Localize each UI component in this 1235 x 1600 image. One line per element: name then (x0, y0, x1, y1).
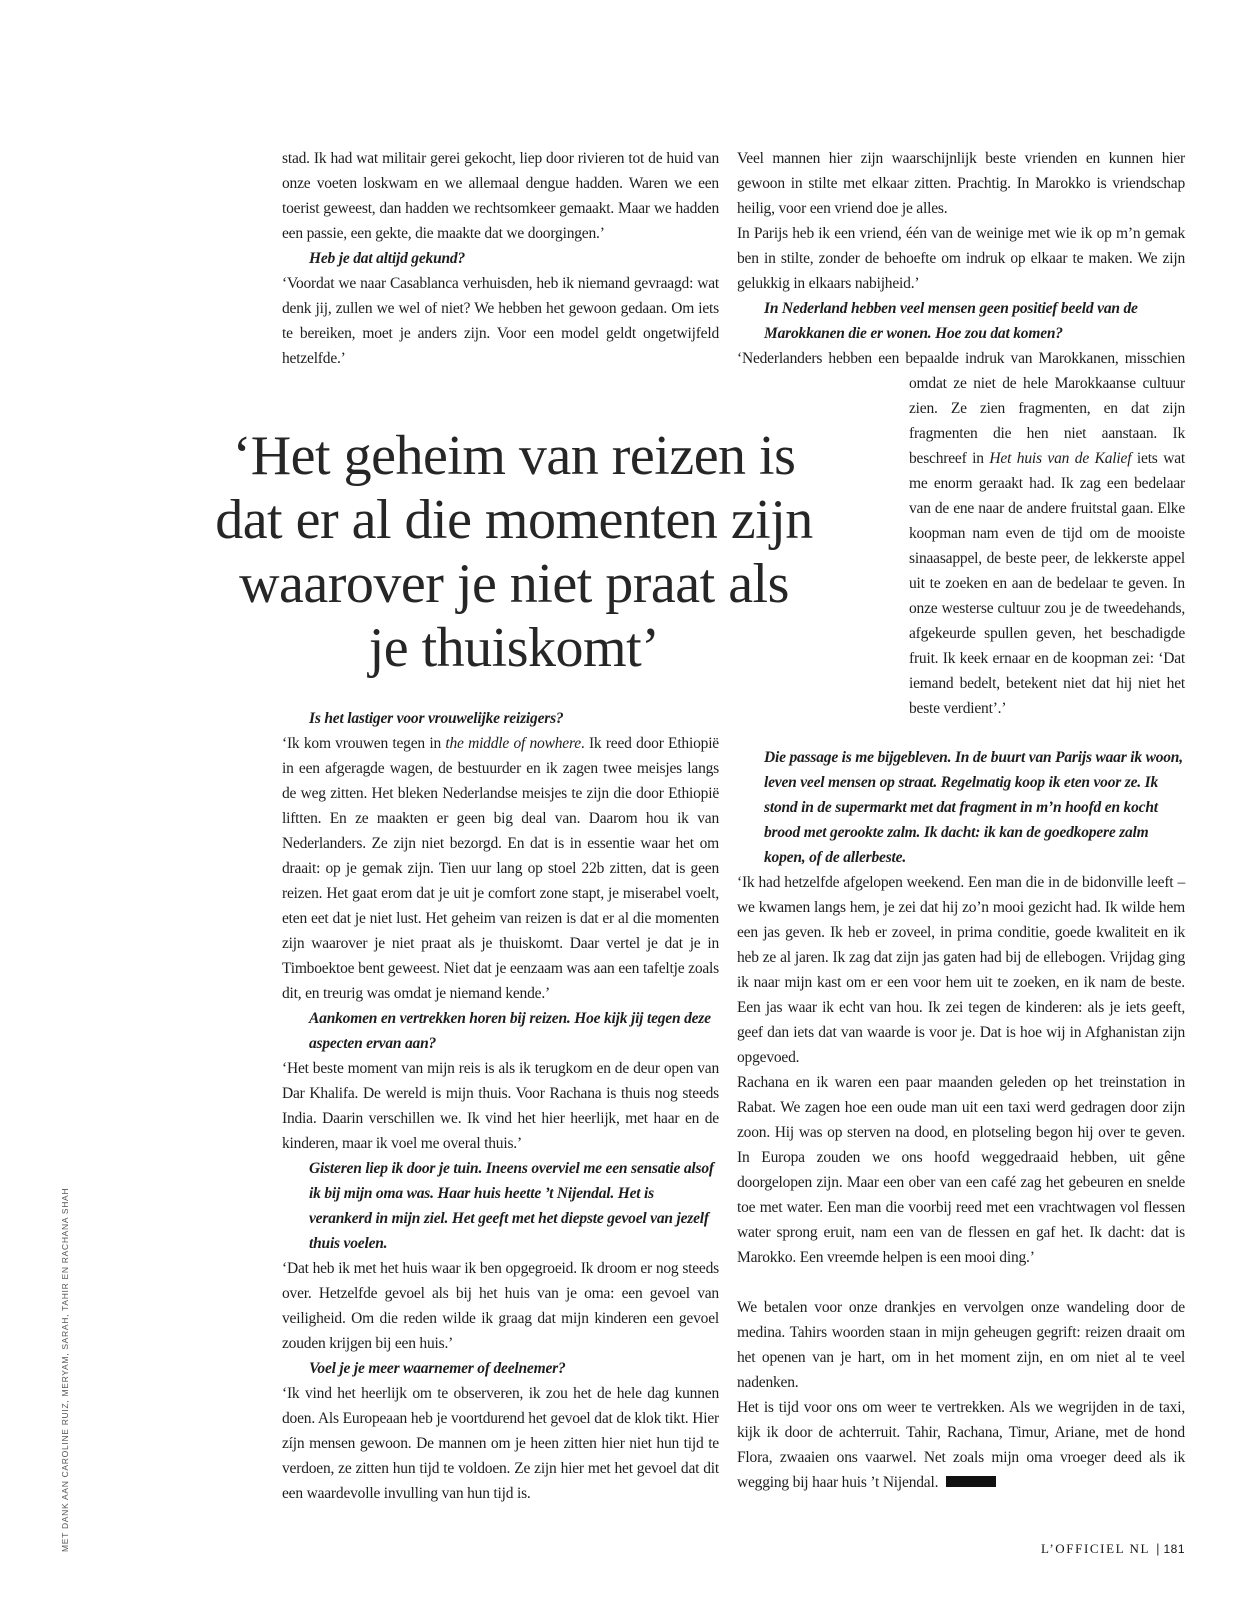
pull-quote-line: je thuiskomt’ (368, 617, 660, 679)
pull-quote-line: dat er al die momenten zijn (215, 489, 813, 551)
paragraph: stad. Ik had wat militair gerei gekocht, liep door rivieren tot de huid van onze voeten loskwam en we allemaal dengue hadden. Waren we een toerist geweest, dan hadden we rechtsomkeer gemaakt. Maar we hadden een passie, een gekte, die maakte dat we doorgingen.’ (282, 150, 719, 242)
footer-separator: | (1156, 1541, 1160, 1556)
pull-quote-line: waarover je niet praat als (239, 553, 789, 615)
paragraph: ‘Ik vind het heerlijk om te observeren, ik zou het de hele dag kunnen doen. Als Europeaan heb je voortdurend het gevoel dat de klok tikt. Hier zíjn mensen gewoon. De mannen om je heen zitten hier niet hun tijd te verdoen, ze zitten hun tijd te voldoen. Ze zijn hier met het gevoel dat dit een waardevolle invulling van hun tijd is. (282, 1385, 719, 1502)
interview-question: Die passage is me bijgebleven. In de buurt van Parijs waar ik woon, leven veel mensen op straat. Regelmatig koop ik eten voor ze. Ik stond in de supermarkt met dat fragment in m’n hoofd en kocht brood met gerookte zalm. Ik dacht: ik kan de goedkopere zalm kopen, of de allerbeste. (764, 749, 1183, 866)
pull-quote (158, 424, 870, 680)
interview-question: Is het lastiger voor vrouwelijke reizigers? (309, 710, 564, 727)
paragraph-text: Het is tijd voor ons om weer te vertrekken. Als we wegrijden in de taxi, kijk ik door de achterruit. Tahir, Rachana, Timur, Ariane, met de hond Flora, zwaaien ons vaarwel. Net zoals mijn oma vroeger deed als ik wegging bij haar huis ’t Nijendal. (737, 1399, 1185, 1491)
italic-phrase: the middle of nowhere (445, 735, 581, 752)
paragraph: Veel mannen hier zijn waarschijnlijk beste vrienden en kunnen hier gewoon in stilte met elkaar zitten. Prachtig. In Marokko is vriendschap heilig, voor een vriend doe je alles. (737, 150, 1185, 217)
page-number: 181 (1163, 1542, 1185, 1556)
interview-question: Heb je dat altijd gekund? (309, 250, 466, 267)
thanks-credit-vertical: MET DANK AAN CAROLINE RUIZ, MERYAM, SARAH, TAHIR EN RACHANA SHAH (60, 1187, 70, 1552)
paragraph-text: iets wat me enorm geraakt had. Ik zag een bedelaar van de ene naar de andere fruitstal gaan. Elke koopman nam even de tijd om de mooiste sinaasappel, de beste peer, de lekkerste appel uit te zoeken en aan de bedelaar te geven. In onze westerse cultuur zou je de tweedehands, afgekeurde spullen geven, het beschadigde fruit. Ik keek ernaar en de koopman zei: ‘Dat iemand bedelt, betekent niet dat hij niet het beste verdient’.’ (909, 450, 1185, 717)
paragraph-text: . Ik reed door Ethiopië in een afgeragde wagen, de bestuurder en ik zagen twee meisjes langs de weg zitten. Het bleken Nederlandse meisjes te zijn die door Ethiopië liftten. En ze maakten er geen big deal van. Daarom hou ik van Nederlanders. Ze zijn niet bezorgd. En dat is in essentie waar het om draait: op je gemak zijn. Tien uur lang op stoel 22b zitten, dat is geen reizen. Het gaat erom dat je uit je comfort zone stapt, je miserabel voelt, eten eet dat je niet lust. Het geheim van reizen is dat er al die momenten zijn waarover je niet praat als je thuiskomt. Daar vertel je dat je in Timboektoe bent geweest. Niet dat je eenzaam was aan een tafeltje zoals dit, en treurig was omdat je niemand kende.’ (282, 735, 719, 1002)
paragraph: In Parijs heb ik een vriend, één van de weinige met wie ik op m’n gemak ben in stilte, zonder de behoefte om indruk op elkaar te maken. We zijn gelukkig in elkaars nabijheid.’ (737, 225, 1185, 292)
right-text-column (737, 146, 1185, 1495)
paragraph: ‘Voordat we naar Casablanca verhuisden, heb ik niemand gevraagd: wat denk jij, zullen we wel of niet? We hebben het gewoon gedaan. Om iets te bereiken, moet je anders zijn. Voor een model geldt ongetwijfeld hetzelfde.’ (282, 275, 719, 367)
end-of-article-mark (946, 1476, 996, 1487)
interview-question: Voel je je meer waarnemer of deelnemer? (309, 1360, 566, 1377)
paragraph: ‘Het beste moment van mijn reis is als ik terugkom en de deur open van Dar Khalifa. De wereld is mijn thuis. Voor Rachana is thuis nog steeds India. Daarin verschillen we. Ik vind het hier heerlijk, met haar en de kinderen, maar ik voel me overal thuis.’ (282, 1060, 719, 1152)
interview-question: Gisteren liep ik door je tuin. Ineens overviel me een sensatie alsof ik bij mijn oma was. Haar huis heette ’t Nijendal. Het is verankerd in mijn ziel. Het geeft met het diepste gevoel van jezelf thuis voelen. (309, 1160, 714, 1252)
paragraph-text: ‘Nederlanders hebben een bepaalde indruk van Marokkanen, misschien omdat ze niet de hele Marokkaanse cultuur zien. Ze zien fragmenten, en dat zijn fragmenten die hen niet aanstaan. Ik beschreef in (737, 350, 1185, 467)
page-footer (960, 1540, 1185, 1558)
pull-quote-line: ‘Het geheim van reizen is (232, 425, 796, 487)
paragraph: ‘Dat heb ik met het huis waar ik ben opgegroeid. Ik droom er nog steeds over. Hetzelfde gevoel als bij het huis van je oma: een gevoel van veiligheid. Om die reden wilde ik graag dat mijn kinderen een gevoel zouden krijgen bij een huis.’ (282, 1260, 719, 1352)
interview-question: Aankomen en vertrekken horen bij reizen. Hoe kijk jij tegen deze aspecten ervan aan? (309, 1010, 711, 1052)
book-title-italic: Het huis van de Kalief (989, 450, 1132, 467)
paragraph (737, 1395, 1185, 1495)
left-text-column (282, 146, 719, 1506)
interview-question: In Nederland hebben veel mensen geen positief beeld van de Marokkanen die er wonen. Hoe zou dat komen? (764, 300, 1138, 342)
paragraph (282, 731, 719, 1006)
paragraph-text: ‘Ik kom vrouwen tegen in (282, 735, 446, 752)
paragraph: ‘Ik had hetzelfde afgelopen weekend. Een man die in de bidonville leeft – we kwamen langs hem, je zei dat hij zo’n mooi gezicht had. Ik wilde hem een jas geven. Ik heb er zoveel, in prima conditie, goede kwaliteit en ik heb ze al jaren. Ik zag dat zijn jas gaten had bij de ellebogen. Vrijdag ging ik naar mijn kast om er een voor hem uit te zoeken, en ik nam de beste. Een jas waar ik echt van hou. Ik zei tegen de kinderen: als je iets geeft, geef dan iets dat van waarde is voor je. Dat is hoe wij in Afghanistan zijn opgevoed. (737, 874, 1185, 1066)
paragraph: Rachana en ik waren een paar maanden geleden op het treinstation in Rabat. We zagen hoe een oude man uit een taxi werd gedragen door zijn zoon. Hij was op sterven na dood, en plotseling begon hij over te geven. In Europa zouden we ons hoofd weggedraaid hebben, uit gêne doorgelopen zijn. Maar een ober van een café zag het gebeuren en snelde toe met water. Een man die voorbij reed met een vrachtwagen vol flessen water sprong eruit, nam een van de flessen en gaf het. Ik dacht: dat is Marokko. Een vreemde helpen is een mooi ding.’ (737, 1074, 1185, 1266)
paragraph: We betalen voor onze drankjes en vervolgen onze wandeling door de medina. Tahirs woorden staan in mijn geheugen gegrift: reizen draait om het openen van je hart, om in het moment zijn, en om niet al te veel nadenken. (737, 1299, 1185, 1391)
magazine-brand: L’OFFICIEL NL (1041, 1541, 1151, 1556)
